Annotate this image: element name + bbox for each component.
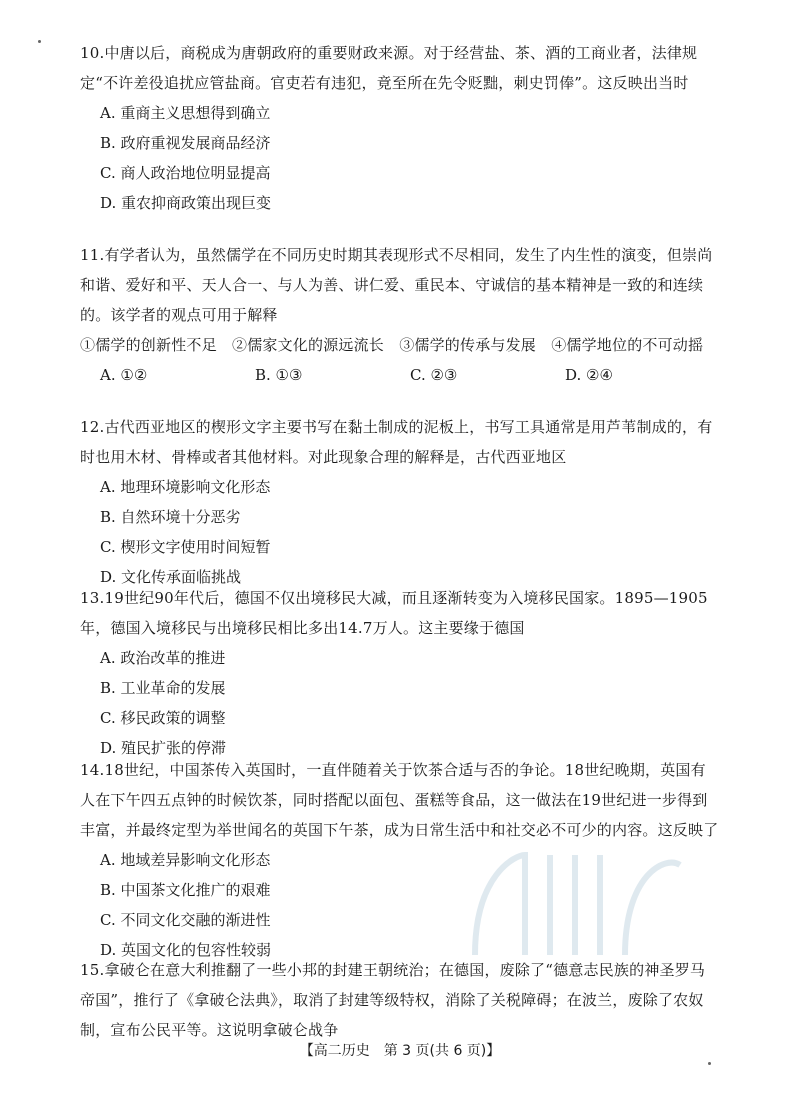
option-b: B. 工业革命的发展 [100,679,226,697]
question-10 [80,38,720,218]
question-choices: ①儒学的创新性不足 ②儒家文化的源远流长 ③儒学的传承与发展 ④儒学地位的不可动摇 [80,336,704,354]
question-stem: 14.18世纪，中国茶传入英国时，一直伴随着关于饮茶合适与否的争论。18世纪晚期，英国有人在下午四五点钟的时候饮茶，同时搭配以面包、蛋糕等食品，这一做法在19世纪进一步得到丰富，并最终定型为举世闻名的英国下午茶，成为日常生活中和社交必不可少的内容。这反映了 [80,761,719,839]
option-d: D. 英国文化的包容性较弱 [100,941,272,959]
question-stem: 11.有学者认为，虽然儒学在不同历史时期其表现形式不尽相同，发生了内生性的演变，但崇尚和谐、爱好和平、天人合一、与人为善、讲仁爱、重民本、守诚信的基本精神是一致的和连续的。该学者的观点可用于解释 [80,246,713,324]
option-a: A. 政治改革的推进 [100,649,226,667]
option-b: B. ①③ [255,366,303,384]
option-a: A. 地理环境影响文化形态 [100,478,271,496]
question-stem: 13.19世纪90年代后，德国不仅出境移民大减，而且逐渐转变为入境移民国家。1895—1905年，德国入境移民与出境移民相比多出14.7万人。这主要缘于德国 [80,589,708,637]
option-d: D. 重农抑商政策出现巨变 [100,194,272,212]
option-a: A. 地域差异影响文化形态 [100,851,271,869]
option-a: A. 重商主义思想得到确立 [100,104,271,122]
option-d: D. 殖民扩张的停滞 [100,739,227,757]
option-b: B. 中国茶文化推广的艰难 [100,881,271,899]
scan-speck [708,1062,711,1065]
option-d: D. ②④ [565,366,613,384]
option-c: C. 移民政策的调整 [100,709,226,727]
option-a: A. ①② [100,366,148,384]
option-c: C. 楔形文字使用时间短暂 [100,538,271,556]
question-12 [80,412,720,592]
question-stem: 12.古代西亚地区的楔形文字主要书写在黏土制成的泥板上，书写工具通常是用芦苇制成的，有时也用木材、骨棒或者其他材料。对此现象合理的解释是，古代西亚地区 [80,418,713,466]
option-c: C. 不同文化交融的渐进性 [100,911,271,929]
watermark-logo-icon [455,835,695,975]
scan-speck [38,40,41,43]
question-11 [80,240,720,390]
option-row [100,360,720,390]
option-c: C. 商人政治地位明显提高 [100,164,271,182]
option-d: D. 文化传承面临挑战 [100,568,242,586]
question-stem: 10.中唐以后，商税成为唐朝政府的重要财政来源。对于经营盐、茶、酒的工商业者，法律规定“不许差役追扰应管盐商。官吏若有违犯，竟至所在先令贬黜，刺史罚俸”。这反映出当时 [80,44,698,92]
question-stem: 15.拿破仑在意大利推翻了一些小邦的封建王朝统治；在德国，废除了“德意志民族的神圣罗马帝国”，推行了《拿破仑法典》，取消了封建等级特权，消除了关税障碍；在波兰，废除了农奴制，宣布公民平等。这说明拿破仑战争 [80,961,706,1039]
option-b: B. 政府重视发展商品经济 [100,134,271,152]
page-footer: 【高二历史 第 3 页(共 6 页)】 [299,1043,501,1059]
option-b: B. 自然环境十分恶劣 [100,508,241,526]
option-c: C. ②③ [410,366,458,384]
question-13 [80,583,720,763]
